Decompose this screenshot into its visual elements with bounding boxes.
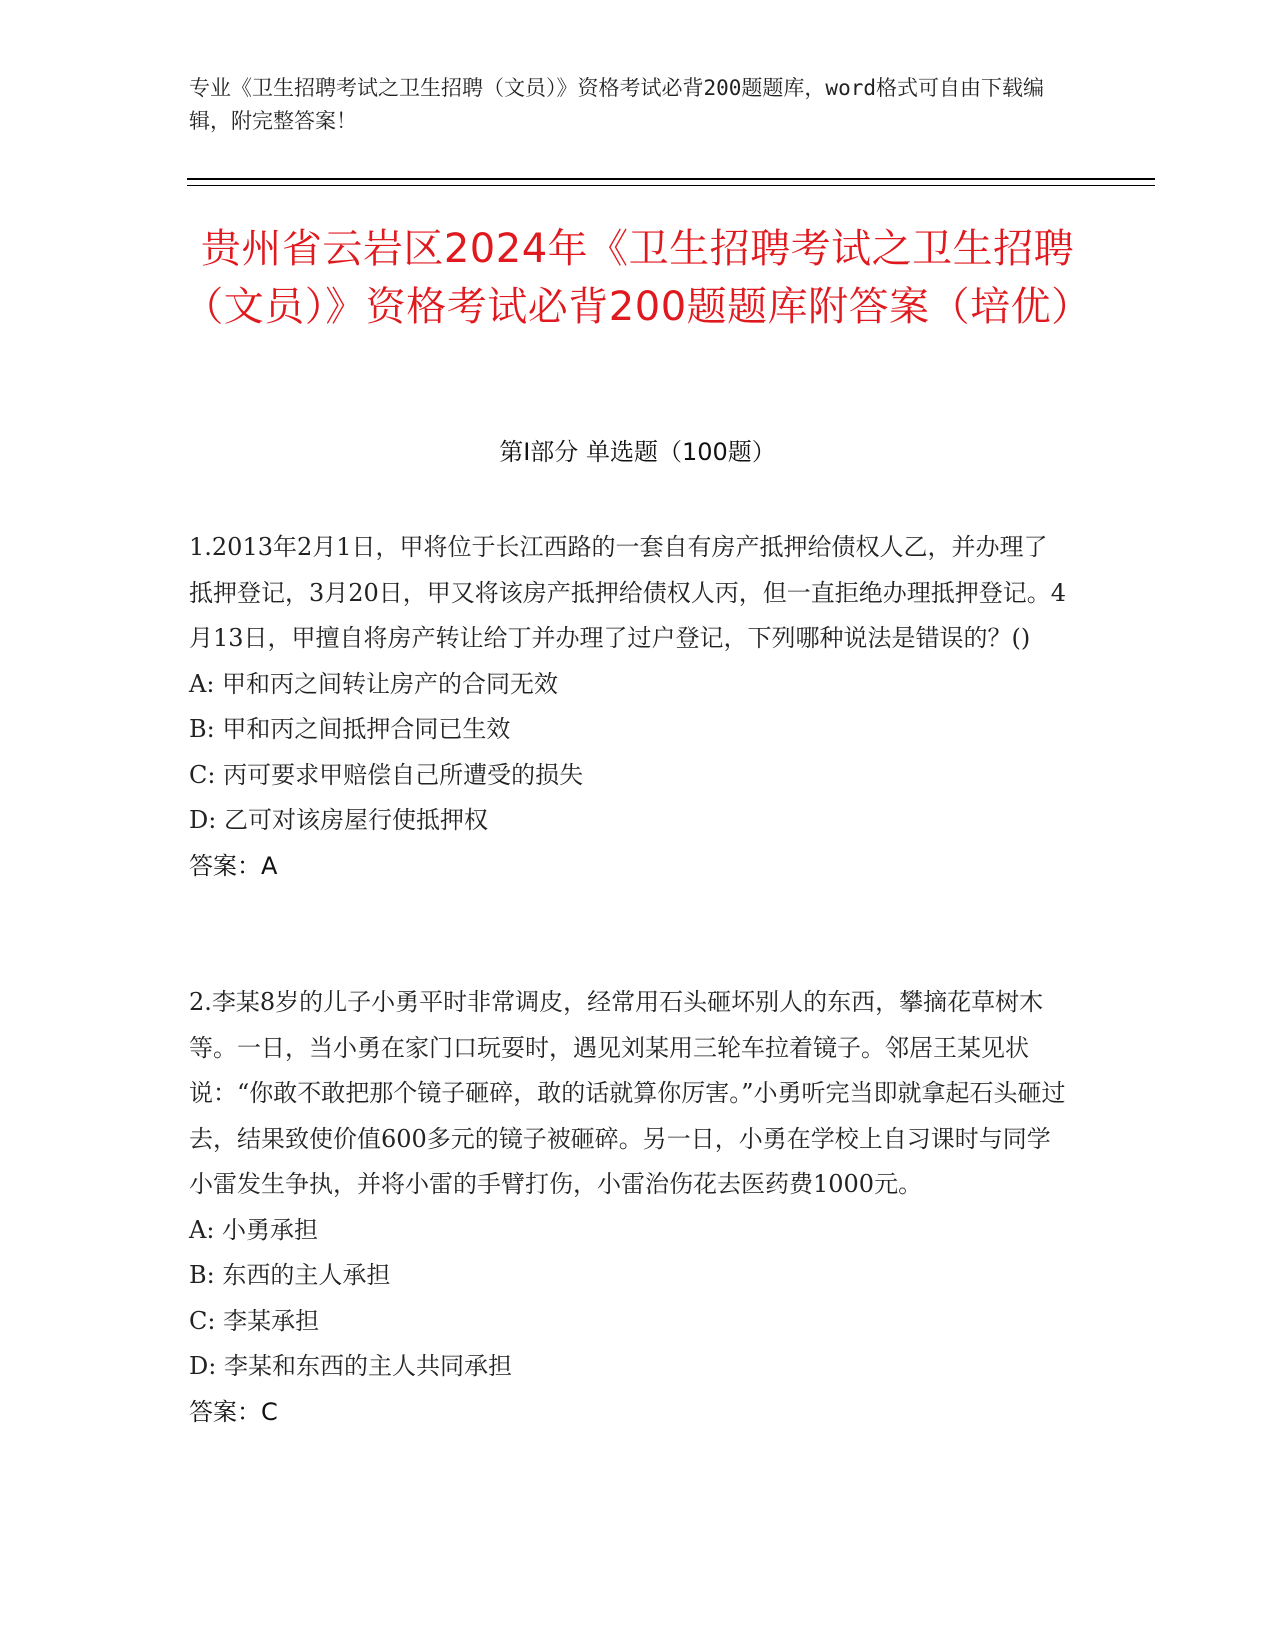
answer-line: 答案：C bbox=[189, 1397, 278, 1426]
question-2 bbox=[189, 980, 1069, 1435]
question-stem: 1.2013年2月1日，甲将位于长江西路的一套自有房产抵押给债权人乙，并办理了抵押登记，3月20日，甲又将该房产抵押给债权人丙，但一直拒绝办理抵押登记。4月13日，甲擅自将房产转让给丁并办理了过户登记，下列哪种说法是错误的？() bbox=[189, 533, 1067, 652]
option-c: C: 李某承担 bbox=[189, 1306, 320, 1335]
option-d: D: 乙可对该房屋行使抵押权 bbox=[189, 806, 488, 834]
answer-line: 答案：A bbox=[189, 851, 278, 880]
header-divider-thick bbox=[187, 178, 1155, 180]
option-b: B: 甲和丙之间抵押合同已生效 bbox=[189, 715, 511, 743]
option-a: A: 小勇承担 bbox=[189, 1215, 319, 1244]
question-stem: 2.李某8岁的儿子小勇平时非常调皮，经常用石头砸坏别人的东西，攀摘花草树木等。一日，当小勇在家门口玩耍时，遇见刘某用三轮车拉着镜子。邻居王某见状说：“你敢不敢把那个镜子砸碎，敢的话就算你厉害。”小勇听完当即就拿起石头砸过去，结果致使价值600多元的镜子被砸碎。另一日，小勇在学校上自习课时与同学小雷发生争执，并将小雷的手臂打伤，小雷治伤花去医药费1000元。 bbox=[189, 988, 1066, 1198]
section-heading: 第Ⅰ部分 单选题（100题） bbox=[499, 438, 776, 466]
question-1 bbox=[189, 525, 1069, 889]
option-b: B: 东西的主人承担 bbox=[189, 1261, 391, 1289]
header-divider-thin bbox=[187, 185, 1155, 186]
option-a: A: 甲和丙之间转让房产的合同无效 bbox=[189, 669, 559, 698]
header-note: 专业《卫生招聘考试之卫生招聘（文员）》资格考试必背200题题库，word格式可自由下载编辑，附完整答案！ bbox=[189, 76, 1044, 133]
option-c: C: 丙可要求甲赔偿自己所遭受的损失 bbox=[189, 760, 584, 789]
document-title: 贵州省云岩区2024年《卫生招聘考试之卫生招聘（文员）》资格考试必背200题题库附答案（培优） bbox=[183, 226, 1092, 330]
option-d: D: 李某和东西的主人共同承担 bbox=[189, 1352, 512, 1380]
